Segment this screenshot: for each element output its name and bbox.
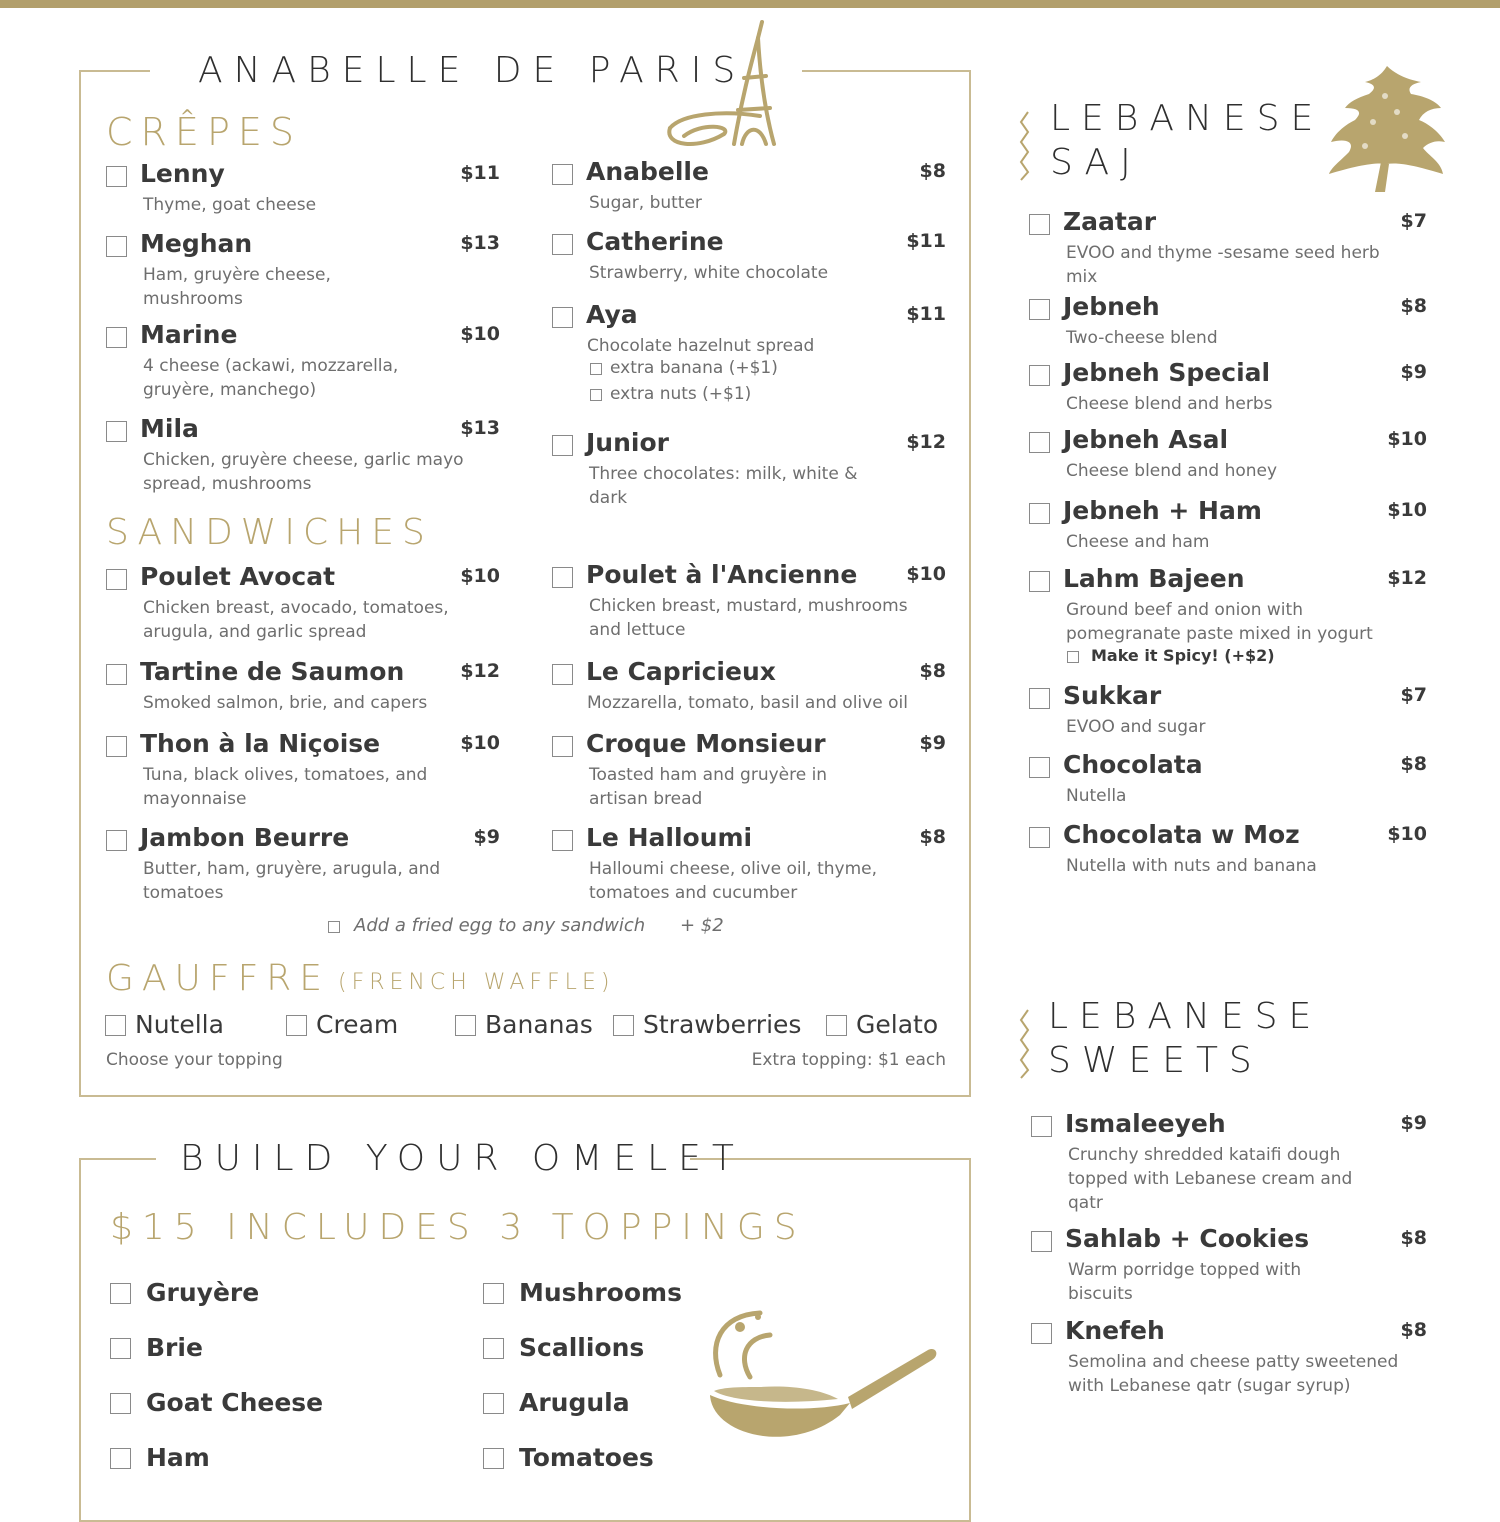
item-name: Marine [140, 320, 238, 349]
item-price: $12 [1387, 567, 1427, 589]
item-name: Anabelle [586, 157, 709, 186]
cedar-tree-icon [1325, 62, 1447, 194]
item-price: $8 [919, 826, 946, 848]
item-price: $10 [1387, 823, 1427, 845]
topping-label: Gelato [856, 1010, 939, 1039]
checkbox[interactable] [552, 664, 573, 685]
item-name: Mila [140, 414, 199, 443]
item-description: Three chocolates: milk, white & dark [589, 464, 858, 508]
zigzag-ornament [1018, 110, 1032, 182]
checkbox[interactable] [483, 1338, 504, 1359]
checkbox[interactable] [483, 1448, 504, 1469]
item-price: $11 [906, 230, 946, 252]
checkbox[interactable] [1029, 299, 1050, 320]
checkbox[interactable] [110, 1393, 131, 1414]
item-name: Poulet à l'Ancienne [586, 560, 858, 589]
item-price: $10 [1387, 428, 1427, 450]
item-price: $13 [460, 417, 500, 439]
item-price: $9 [1400, 361, 1427, 383]
checkbox[interactable] [1029, 503, 1050, 524]
gauffre-note-left: Choose your topping [106, 1050, 283, 1070]
item-description: Crunchy shredded kataifi dough topped with Lebanese cream and qatr [1068, 1145, 1353, 1213]
topping-label: Scallions [519, 1333, 645, 1362]
crepes-heading: CRÊPES [106, 110, 302, 154]
topping-label: Arugula [519, 1388, 630, 1417]
checkbox[interactable] [552, 435, 573, 456]
checkbox[interactable] [106, 830, 127, 851]
checkbox[interactable] [1031, 1231, 1052, 1252]
item-name: Le Capricieux [586, 657, 776, 686]
checkbox[interactable] [1029, 214, 1050, 235]
topping-label: Gruyère [146, 1278, 260, 1307]
topping-label: Ham [146, 1443, 210, 1472]
item-description: Tuna, black olives, tomatoes, and mayonnaise [143, 765, 428, 809]
item-price: $13 [460, 232, 500, 254]
checkbox[interactable] [110, 1338, 131, 1359]
item-price: $8 [1400, 753, 1427, 775]
item-name: Croque Monsieur [586, 729, 826, 758]
item-description: Chicken breast, mustard, mushrooms and lettuce [589, 596, 908, 640]
checkbox[interactable] [110, 1448, 131, 1469]
checkbox[interactable] [552, 830, 573, 851]
item-description: Mozzarella, tomato, basil and olive oil [587, 693, 908, 713]
topping-label: Tomatoes [519, 1443, 654, 1472]
checkbox[interactable] [455, 1015, 476, 1036]
item-price: $10 [906, 563, 946, 585]
item-name: Aya [586, 300, 638, 329]
item-description: Chicken breast, avocado, tomatoes, arugula, and garlic spread [143, 598, 449, 642]
item-description: Toasted ham and gruyère in artisan bread [589, 765, 828, 809]
item-name: Catherine [586, 227, 724, 256]
topping-label: Brie [146, 1333, 203, 1362]
item-description: Chicken, gruyère cheese, garlic mayo spread, mushrooms [143, 450, 464, 494]
item-price: $11 [906, 303, 946, 325]
item-description: Cheese blend and honey [1066, 461, 1278, 481]
topping-label: Goat Cheese [146, 1388, 324, 1417]
item-name: Chocolata [1063, 750, 1203, 779]
item-description: 4 cheese (ackawi, mozzarella, gruyère, manchego) [143, 356, 399, 400]
item-name: Lahm Bajeen [1063, 564, 1245, 593]
zigzag-ornament [1018, 1008, 1032, 1080]
item-price: $10 [1387, 499, 1427, 521]
item-price: $8 [1400, 295, 1427, 317]
item-name: Ismaleeyeh [1065, 1109, 1226, 1138]
topping-label: Nutella [135, 1010, 224, 1039]
item-name: Jebneh Special [1063, 358, 1271, 387]
item-name: Meghan [140, 229, 253, 258]
checkbox[interactable] [483, 1283, 504, 1304]
item-name: Zaatar [1063, 207, 1157, 236]
item-name: Jebneh Asal [1063, 425, 1229, 454]
checkbox[interactable] [106, 236, 127, 257]
item-price: $8 [919, 160, 946, 182]
checkbox[interactable] [1029, 432, 1050, 453]
option-label: extra banana (+$1) [610, 358, 778, 378]
eiffel-tower-icon [662, 18, 784, 150]
item-description: Two-cheese blend [1066, 328, 1218, 348]
checkbox[interactable] [1029, 827, 1050, 848]
item-price: $10 [460, 732, 500, 754]
checkbox[interactable] [1031, 1323, 1052, 1344]
item-description: Thyme, goat cheese [143, 195, 317, 215]
checkbox[interactable] [552, 736, 573, 757]
item-description: Nutella with nuts and banana [1066, 856, 1317, 876]
gauffre-heading: GAUFFRE [106, 958, 331, 999]
topping-label: Strawberries [643, 1010, 802, 1039]
checkbox[interactable] [1031, 1116, 1052, 1137]
fried-egg-price: + $2 [680, 915, 724, 936]
checkbox[interactable] [106, 569, 127, 590]
checkbox[interactable] [106, 327, 127, 348]
item-description: Ham, gruyère cheese, mushrooms [143, 265, 331, 309]
checkbox[interactable] [106, 421, 127, 442]
checkbox[interactable] [590, 389, 602, 401]
item-description: EVOO and sugar [1066, 717, 1206, 737]
sweets-title-line2: SWEETS [1048, 1040, 1263, 1081]
item-description: Halloumi cheese, olive oil, thyme, tomatoes and cucumber [589, 859, 878, 903]
topping-label: Bananas [485, 1010, 593, 1039]
item-description: Nutella [1066, 786, 1127, 806]
item-name: Sukkar [1063, 681, 1162, 710]
checkbox[interactable] [483, 1393, 504, 1414]
fried-egg-label: Add a fried egg to any sandwich [354, 915, 646, 936]
item-description: Cheese blend and herbs [1066, 394, 1273, 414]
item-name: Le Halloumi [586, 823, 753, 852]
item-price: $11 [460, 162, 500, 184]
checkbox[interactable] [286, 1015, 307, 1036]
option-label: Make it Spicy! (+$2) [1091, 646, 1275, 665]
omelet-subtitle: $15 INCLUDES 3 TOPPINGS [110, 1207, 806, 1248]
gauffre-subheading: (FRENCH WAFFLE) [338, 970, 615, 995]
item-price: $7 [1400, 684, 1427, 706]
checkbox[interactable] [105, 1015, 126, 1036]
item-description: Strawberry, white chocolate [589, 263, 829, 283]
item-name: Chocolata w Moz [1063, 820, 1300, 849]
checkbox[interactable] [1029, 757, 1050, 778]
item-price: $9 [1400, 1112, 1427, 1134]
item-price: $10 [460, 323, 500, 345]
checkbox[interactable] [106, 166, 127, 187]
item-description: Cheese and ham [1066, 532, 1210, 552]
checkbox[interactable] [552, 567, 573, 588]
checkbox[interactable] [590, 363, 602, 375]
item-name: Junior [586, 428, 669, 457]
item-name: Thon à la Niçoise [140, 729, 381, 758]
checkbox[interactable] [110, 1283, 131, 1304]
saj-title-line1: LEBANESE [1050, 98, 1325, 139]
item-name: Jambon Beurre [140, 823, 350, 852]
item-price: $9 [473, 826, 500, 848]
saj-title-line2: SAJ [1050, 142, 1142, 183]
gauffre-note-right: Extra topping: $1 each [751, 1050, 946, 1070]
anabelle-title: ANABELLE DE PARIS [198, 50, 747, 91]
item-name: Jebneh + Ham [1063, 496, 1262, 525]
item-description: Chocolate hazelnut spread [587, 336, 815, 356]
item-name: Sahlab + Cookies [1065, 1224, 1310, 1253]
checkbox[interactable] [613, 1015, 634, 1036]
item-description: Ground beef and onion with pomegranate paste mixed in yogurt [1066, 600, 1373, 644]
item-price: $8 [1400, 1319, 1427, 1341]
omelet-title: BUILD YOUR OMELET [180, 1138, 745, 1179]
checkbox[interactable] [1029, 688, 1050, 709]
checkbox[interactable] [106, 664, 127, 685]
item-price: $7 [1400, 210, 1427, 232]
checkbox[interactable] [1029, 571, 1050, 592]
item-price: $8 [1400, 1227, 1427, 1249]
item-description: Sugar, butter [589, 193, 702, 213]
item-price: $8 [919, 660, 946, 682]
checkbox[interactable] [328, 921, 340, 933]
item-price: $12 [906, 431, 946, 453]
item-description: Semolina and cheese patty sweetened with Lebanese qatr (sugar syrup) [1068, 1352, 1399, 1396]
item-price: $9 [919, 732, 946, 754]
item-description: EVOO and thyme -sesame seed herb mix [1066, 243, 1380, 287]
item-description: Warm porridge topped with biscuits [1068, 1260, 1302, 1304]
item-name: Lenny [140, 159, 225, 188]
item-name: Tartine de Saumon [140, 657, 405, 686]
checkbox[interactable] [552, 307, 573, 328]
checkbox[interactable] [106, 736, 127, 757]
item-description: Smoked salmon, brie, and capers [143, 693, 428, 713]
sweets-title-line1: LEBANESE [1048, 996, 1323, 1037]
checkbox[interactable] [1067, 651, 1079, 663]
checkbox[interactable] [1029, 365, 1050, 386]
item-name: Jebneh [1063, 292, 1160, 321]
item-price: $12 [460, 660, 500, 682]
checkbox[interactable] [826, 1015, 847, 1036]
topping-label: Cream [316, 1010, 399, 1039]
item-name: Poulet Avocat [140, 562, 336, 591]
frying-pan-icon [700, 1305, 940, 1455]
topping-label: Mushrooms [519, 1278, 682, 1307]
item-name: Knefeh [1065, 1316, 1165, 1345]
checkbox[interactable] [552, 164, 573, 185]
top-gold-bar [0, 0, 1500, 8]
checkbox[interactable] [552, 234, 573, 255]
option-label: extra nuts (+$1) [610, 384, 752, 404]
sandwiches-heading: SANDWICHES [106, 512, 433, 553]
item-description: Butter, ham, gruyère, arugula, and tomatoes [143, 859, 441, 903]
item-price: $10 [460, 565, 500, 587]
